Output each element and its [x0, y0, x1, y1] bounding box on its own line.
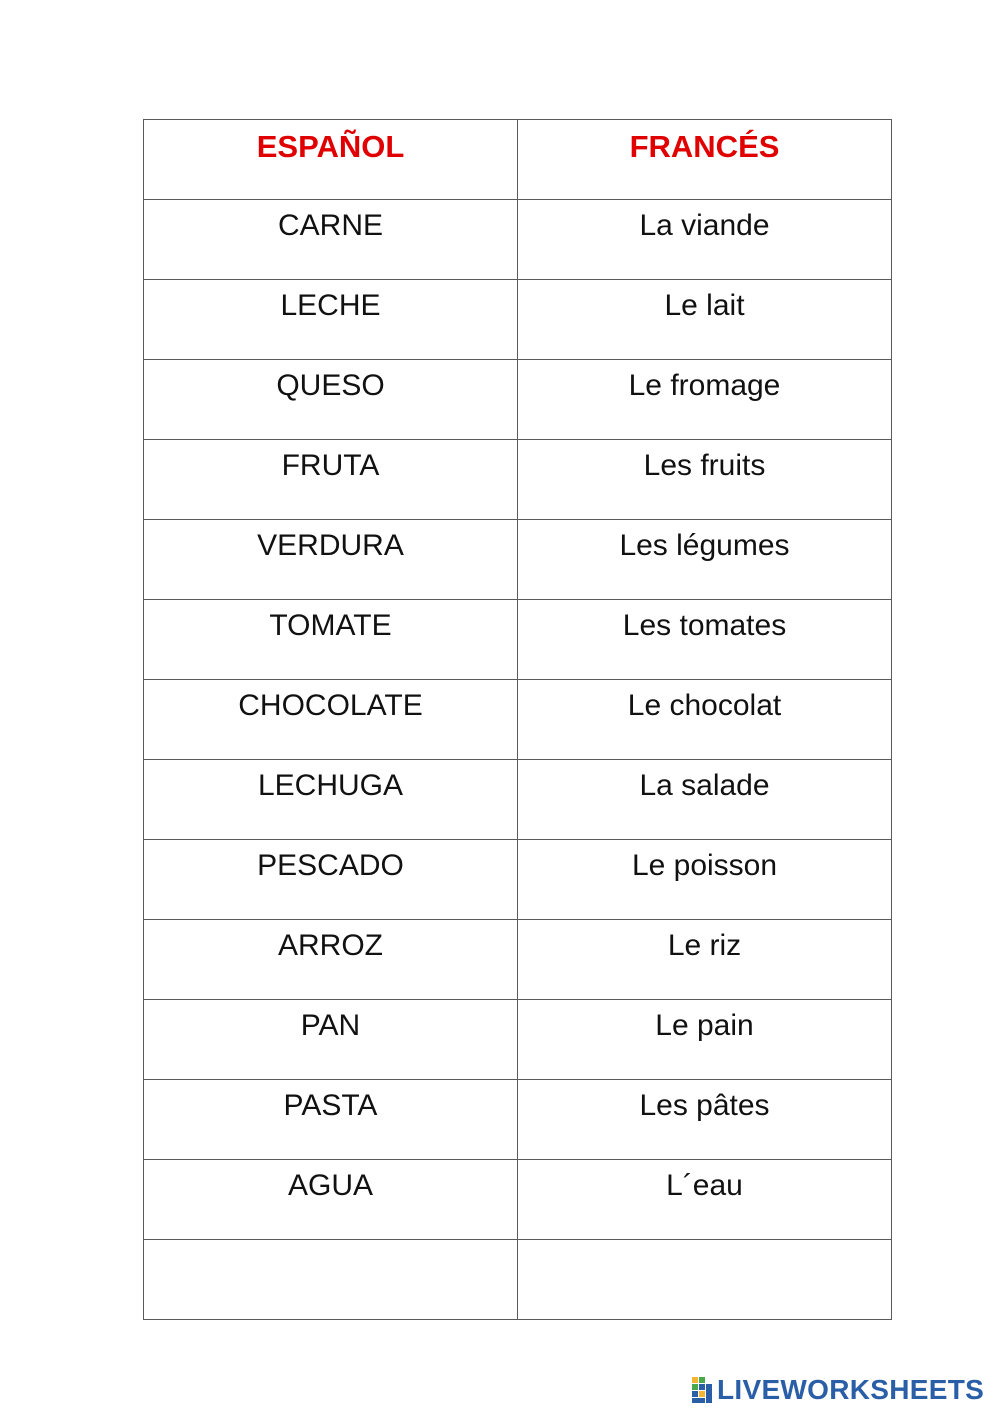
spanish-cell [144, 600, 518, 680]
french-word: L´eau [666, 1169, 743, 1202]
french-cell [518, 1240, 892, 1320]
spanish-word: VERDURA [257, 529, 404, 562]
empty-table-row [144, 1240, 892, 1320]
french-cell [518, 600, 892, 680]
table-row [144, 520, 892, 600]
spanish-word: LECHUGA [257, 769, 404, 802]
header-french-label: FRANCÉS [629, 129, 780, 164]
spanish-word: LECHE [280, 289, 381, 322]
table-row [144, 680, 892, 760]
table-row [144, 840, 892, 920]
french-word: Les tomates [622, 609, 787, 642]
spanish-cell [144, 840, 518, 920]
french-cell [518, 840, 892, 920]
spanish-word: CARNE [277, 209, 383, 242]
vocabulary-table [143, 119, 892, 1320]
spanish-cell [144, 440, 518, 520]
spanish-cell [144, 1160, 518, 1240]
french-word: La salade [639, 769, 770, 802]
table-row [144, 600, 892, 680]
french-word: Le pain [655, 1009, 754, 1042]
spanish-word: AGUA [287, 1169, 374, 1202]
table-row [144, 1080, 892, 1160]
spanish-cell [144, 760, 518, 840]
spanish-cell [144, 200, 518, 280]
spanish-cell [144, 1080, 518, 1160]
french-word: Les légumes [619, 529, 790, 562]
french-cell [518, 920, 892, 1000]
spanish-cell [144, 280, 518, 360]
table-row [144, 360, 892, 440]
header-row [144, 120, 892, 200]
spanish-word: PASTA [283, 1089, 378, 1122]
french-word: Les pâtes [639, 1089, 770, 1122]
french-word: Le chocolat [627, 689, 782, 722]
french-cell [518, 520, 892, 600]
table-row [144, 1000, 892, 1080]
table-row [144, 920, 892, 1000]
spanish-cell [144, 920, 518, 1000]
french-cell [518, 280, 892, 360]
french-cell [518, 1000, 892, 1080]
liveworksheets-logo-text: LIVEWORKSHEETS [717, 1374, 985, 1405]
table-row [144, 280, 892, 360]
french-word: Le poisson [631, 849, 778, 882]
spanish-word: ARROZ [278, 929, 383, 962]
french-word [518, 1240, 891, 1251]
spanish-word: TOMATE [269, 609, 392, 642]
spanish-word: CHOCOLATE [238, 689, 423, 722]
table-row [144, 200, 892, 280]
french-cell [518, 1160, 892, 1240]
spanish-cell [144, 1240, 518, 1320]
french-word: Le riz [667, 929, 742, 962]
french-word: Le fromage [628, 369, 781, 402]
spanish-cell [144, 520, 518, 600]
french-cell [518, 760, 892, 840]
spanish-word: QUESO [276, 369, 385, 402]
french-word: La viande [639, 209, 770, 242]
french-cell [518, 440, 892, 520]
french-word: Le lait [664, 289, 745, 322]
table-row [144, 760, 892, 840]
header-spanish-label: ESPAÑOL [256, 129, 405, 164]
spanish-word: PESCADO [257, 849, 404, 882]
spanish-cell [144, 1000, 518, 1080]
spanish-word [144, 1240, 517, 1251]
french-cell [518, 200, 892, 280]
french-cell [518, 680, 892, 760]
spanish-word: FRUTA [281, 449, 380, 482]
header-french [518, 120, 892, 200]
french-cell [518, 1080, 892, 1160]
header-spanish [144, 120, 518, 200]
french-word: Les fruits [643, 449, 766, 482]
table-row [144, 440, 892, 520]
french-cell [518, 360, 892, 440]
table-row [144, 1160, 892, 1240]
liveworksheets-logo-icon [692, 1377, 714, 1403]
spanish-cell [144, 360, 518, 440]
spanish-word: PAN [300, 1009, 361, 1042]
spanish-cell [144, 680, 518, 760]
liveworksheets-logo [692, 1374, 984, 1406]
